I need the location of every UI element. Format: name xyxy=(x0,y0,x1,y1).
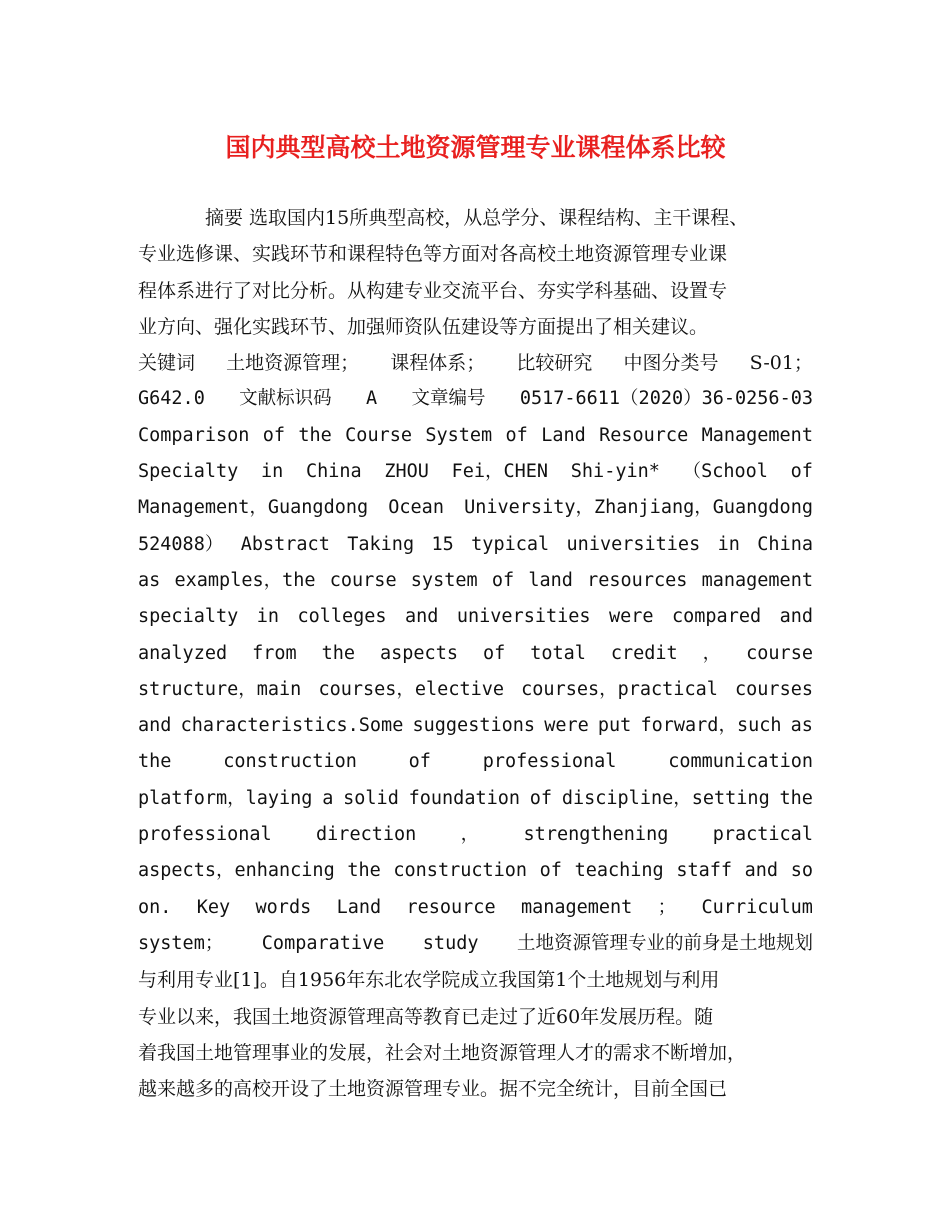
line-word: courses，practical xyxy=(521,678,718,700)
keywords-line xyxy=(138,345,813,381)
line-word: 比较研究 xyxy=(516,352,593,375)
line-word: resources xyxy=(587,569,688,591)
abstract-line: 摘要 选取国内15所典型高校，从总学分、课程结构、主干课程、 xyxy=(205,207,749,229)
line-word: of xyxy=(790,461,813,483)
line-word: Taking xyxy=(347,533,415,555)
line-word: as xyxy=(138,569,161,591)
line-word: land xyxy=(528,569,573,591)
english-abstract-line xyxy=(138,853,813,889)
line-word: specialty xyxy=(138,606,239,628)
abstract-line: 业方向、强化实践环节、加强师资队伍建设等方面提出了相关建议。 xyxy=(138,315,709,338)
affiliation-line xyxy=(138,490,813,526)
line-word: Resource xyxy=(599,424,689,446)
line-word: strengthening xyxy=(523,824,669,846)
line-word: 土地资源管理； xyxy=(226,352,360,375)
line-word: ， xyxy=(460,824,480,846)
body-line: 着我国土地管理事业的发展，社会对土地资源管理人才的需求不断增加， xyxy=(138,1041,747,1064)
line-word: Shi-yin* xyxy=(570,461,660,483)
line-word: universities xyxy=(566,533,701,555)
line-word: courses xyxy=(735,678,813,700)
english-abstract-line xyxy=(138,817,813,853)
line-word: of xyxy=(491,569,515,591)
line-word: analyzed xyxy=(138,642,228,664)
line-word: system； xyxy=(138,932,224,954)
line-word: in xyxy=(256,606,279,628)
line-word: structure，main xyxy=(138,678,302,700)
body-line: 专业以来，我国土地资源管理高等教育已走过了近60年发展历程。随 xyxy=(138,1005,714,1028)
english-keywords-line xyxy=(138,890,813,926)
line-word: suggestions xyxy=(412,715,536,737)
line-word: discipline，setting xyxy=(561,787,770,809)
line-word: 关键词 xyxy=(138,352,196,375)
line-word: the xyxy=(138,751,172,773)
line-word: typical xyxy=(471,533,550,555)
english-abstract-line xyxy=(138,744,813,780)
line-word: study xyxy=(422,932,479,954)
line-word: 524088） xyxy=(138,533,224,555)
line-word: 15 xyxy=(431,533,454,555)
line-word: were xyxy=(544,715,589,737)
line-word: so xyxy=(790,860,813,882)
line-word: in xyxy=(717,533,740,555)
line-word: in xyxy=(260,461,284,483)
line-word: professional xyxy=(138,824,272,846)
line-word: total xyxy=(530,642,586,664)
abstract-line: 程体系进行了对比分析。从构建专业交流平台、夯实学科基础、设置专 xyxy=(138,279,728,302)
line-word: Management，Guangdong xyxy=(138,497,369,519)
line-word: practical xyxy=(712,824,813,846)
line-word: universities xyxy=(456,606,591,628)
line-word: University，Zhanjiang，Guangdong xyxy=(464,497,813,519)
line-word: and xyxy=(779,606,813,628)
line-word: of xyxy=(408,751,431,773)
line-word: management xyxy=(520,896,633,918)
line-word: were xyxy=(608,606,654,628)
document-title: 国内典型高校土地资源管理专业课程体系比较 xyxy=(225,133,726,162)
line-word: compared xyxy=(672,606,762,628)
line-word: resource xyxy=(406,896,496,918)
line-word: of xyxy=(505,424,528,446)
line-word: courses，elective xyxy=(318,678,505,700)
line-word: of xyxy=(482,642,506,664)
mixed-line xyxy=(138,926,813,962)
line-word: foundation xyxy=(408,787,521,809)
line-word: the xyxy=(321,642,356,664)
line-word: ， xyxy=(702,642,722,664)
authors-line xyxy=(138,454,813,490)
line-word: the xyxy=(298,424,332,446)
line-word: and xyxy=(138,715,172,737)
line-word: of xyxy=(529,787,553,809)
line-word: Fei，CHEN xyxy=(451,461,549,483)
line-word: construction xyxy=(393,860,528,882)
line-word: S-01； xyxy=(749,352,813,375)
line-word: 中图分类号 xyxy=(623,352,719,375)
line-word: solid xyxy=(343,787,399,809)
line-word: China xyxy=(757,533,813,555)
line-word: （School xyxy=(682,461,768,483)
line-word: examples，the xyxy=(174,569,316,591)
line-word: Course xyxy=(345,424,412,446)
line-word: the xyxy=(779,787,813,809)
line-word: teaching xyxy=(574,860,664,882)
line-word: Management xyxy=(701,424,813,446)
english-abstract-line xyxy=(138,708,813,744)
line-word: ； xyxy=(657,896,677,918)
line-word: Specialty xyxy=(138,461,239,483)
line-word: 文章编号 xyxy=(411,388,486,410)
line-word: credit xyxy=(610,642,678,664)
line-word: as xyxy=(790,715,813,737)
line-word: and xyxy=(405,606,439,628)
english-title-line xyxy=(138,418,813,454)
english-abstract-line xyxy=(138,781,813,817)
line-word: G642.0 xyxy=(138,388,205,410)
body-line: 越来越多的高校开设了土地资源管理专业。据不完全统计，目前全国已 xyxy=(138,1078,728,1101)
line-word: platform，laying xyxy=(138,787,313,809)
line-word: on. xyxy=(138,896,172,918)
line-word: communication xyxy=(668,751,813,773)
line-word: aspects，enhancing xyxy=(138,860,335,882)
line-word: Land xyxy=(541,424,586,446)
line-word: ZHOU xyxy=(384,461,429,483)
line-word: Curriculum xyxy=(701,896,813,918)
classification-line xyxy=(138,381,813,417)
line-word: system xyxy=(410,569,478,591)
line-word: 土地资源管理专业的前身是土地规划 xyxy=(516,932,813,954)
line-word: of xyxy=(262,424,286,446)
line-word: characteristics.Some xyxy=(180,715,404,737)
line-word: construction xyxy=(223,751,357,773)
line-word: Comparative xyxy=(261,932,385,954)
line-word: staff xyxy=(676,860,733,882)
line-word: forward，such xyxy=(640,715,782,737)
line-word: Comparison xyxy=(138,424,250,446)
line-word: direction xyxy=(316,824,417,846)
line-word: aspects xyxy=(380,642,458,664)
line-word: Ocean xyxy=(388,497,444,519)
line-word: 文献标识码 xyxy=(239,388,332,410)
line-word: and xyxy=(744,860,779,882)
english-abstract-line xyxy=(138,636,813,672)
line-word: management xyxy=(701,569,813,591)
line-word: 0517-6611（2020）36-0256-03 xyxy=(519,388,813,410)
english-abstract-line xyxy=(138,599,813,635)
body-line: 与利用专业[1]。自1956年东北农学院成立我国第1个土地规划与利用 xyxy=(138,969,720,992)
line-word: professional xyxy=(482,751,617,773)
document-body xyxy=(138,200,813,1107)
line-word: 课程体系； xyxy=(390,352,486,375)
line-word: colleges xyxy=(297,606,387,628)
english-abstract-line xyxy=(138,563,813,599)
line-word: Land xyxy=(336,896,382,918)
line-word: Abstract xyxy=(240,533,330,555)
english-abstract-line xyxy=(138,527,813,563)
english-abstract-line xyxy=(138,672,813,708)
line-word: words xyxy=(255,896,312,918)
abstract-line: 专业选修课、实践环节和课程特色等方面对各高校土地资源管理专业课 xyxy=(138,243,728,266)
line-word: put xyxy=(597,715,632,737)
line-word: a xyxy=(322,787,334,809)
line-word: course xyxy=(746,642,813,664)
line-word: the xyxy=(347,860,381,882)
line-word: course xyxy=(329,569,397,591)
line-word: Key xyxy=(196,896,231,918)
line-word: System xyxy=(425,424,493,446)
line-word: China xyxy=(305,461,362,483)
line-word: A xyxy=(366,388,378,410)
line-word: of xyxy=(539,860,562,882)
line-word: from xyxy=(252,642,297,664)
